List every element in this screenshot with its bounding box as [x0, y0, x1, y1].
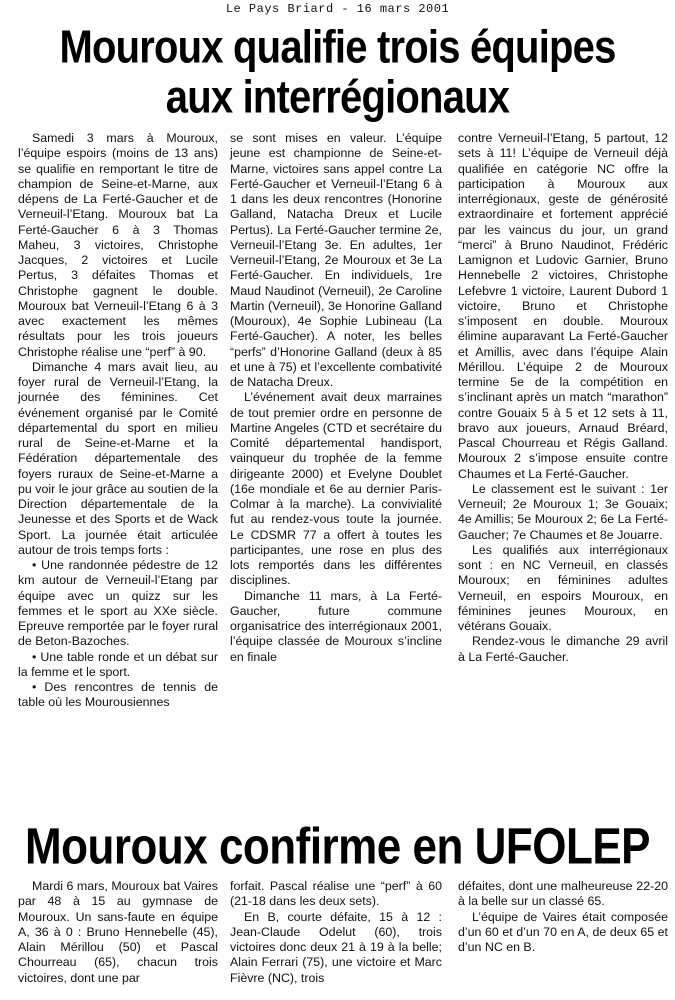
paragraph: Le classement est le suivant : 1er Verneuil; 2e Mouroux 1; 3e Gouaix; 4e Amillis; 5e Mouroux 2; 6e La Ferté-Gaucher; 7e Chaumes et 8e Jouarre.	[458, 481, 668, 542]
paragraph: En B, courte défaite, 15 à 12 : Jean-Claude Odelut (60), trois victoires donc deux 21 à 19 à la belle; Alain Ferrari (75), une victoire et Marc Fièvre (NC), trois	[230, 909, 442, 985]
article2-title: Mouroux confirme en UFOLEP	[24, 818, 651, 876]
paragraph: • Une randonnée pédestre de 12 km autour de Verneuil-l’Etang par équipe avec un quizz sur les femmes et le sport au XXe siècle. Epreuve remportée par le foyer rural de Beton-Bazoches.	[18, 558, 218, 649]
paragraph: L’équipe de Vaires était composée d’un 60 et d’un 70 en A, de deux 65 et d’un NC en B.	[458, 909, 668, 954]
paragraph: Dimanche 11 mars, à La Ferté-Gaucher, future commune organisatrice des interrégionaux 2001, l’équipe classée de Mouroux s’incline en finale	[230, 588, 442, 664]
paragraph: Samedi 3 mars à Mouroux, l’équipe espoirs (moins de 13 ans) se qualifie en remportant le titre de champion de Seine-et-Marne, aux dépens de La Ferté-Gaucher et de Verneuil-l’Etang. Mouroux bat La Ferté-Gaucher 6 à 3 Thomas Maheu, 3 victoires, Christophe Jacques, 2 victoires et Lucile Pertus, 3 défaites Thomas et Christophe gagnent le double. Mouroux bat Verneuil-l’Etang 6 à 3 avec exactement les mêmes résultats pour les trois joueurs Christophe réalise une “perf” à 90.	[18, 131, 218, 359]
newspaper-header: Le Pays Briard - 16 mars 2001	[225, 2, 450, 16]
paragraph: contre Verneuil-l’Etang, 5 partout, 12 sets à 11! L’équipe de Verneuil déjà qualifiée en catégorie NC offre la participation à Mouroux aux interrégionaux, geste de générosité extraordinaire et fortement apprécié par les vaincus du jour, un grand “merci” à Bruno Naudinot, Frédéric Lamignon et Ludovic Garnier, Bruno Hennebelle 2 victoires, Christophe Lefebvre 1 victoire, Laurent Dubord 1 victoire, Bruno et Christophe s’imposent en double. Mouroux élimine auparavant La Ferté-Gaucher et Amillis, avec dans l’équipe Alain Mérillou. L’équipe 2 de Mouroux termine 5e de la compétition en s’inclinant après un match “marathon” contre Gouaix 5 à 5 et 12 sets à 11, bravo aux joueurs, Arnaud Bréard, Pascal Chourreau et Régis Galland. Mouroux 2 s’impose ensuite contre Chaumes et La Ferté-Gaucher.	[458, 131, 668, 481]
article2-column-2	[230, 879, 442, 986]
paragraph: • Des rencontres de tennis de table où les Mourousiennes	[18, 680, 218, 710]
paragraph: Mardi 6 mars, Mouroux bat Vaires par 48 à 15 au gymnase de Mouroux. Un sans-faute en équipe A, 36 à 0 : Bruno Hennebelle (45), Alain Mérillou (50) et Pascal Chourreau (65), chacun trois victoires, dont une par	[18, 879, 218, 985]
paragraph: défaites, dont une malheureuse 22-20 à la belle sur un classé 65.	[458, 879, 668, 909]
paragraph: Les qualifiés aux interrégionaux sont : en NC Verneuil, en classés Mouroux; en féminines adultes Verneuil, en espoirs Mouroux, en féminines jeunes Mouroux, en vétérans Gouaix.	[458, 542, 668, 633]
paragraph: Rendez-vous le dimanche 29 avril à La Ferté-Gaucher.	[458, 634, 668, 664]
paragraph: se sont mises en valeur. L’équipe jeune est championne de Seine-et-Marne, victoires sans appel contre La Ferté-Gaucher et Verneuil-l’Etang 6 à 1 dans les deux rencontres (Honorine Galland, Natacha Dreux et Lucile Pertus). La Ferté-Gaucher termine 2e, Verneuil-l’Etang 3e. En adultes, 1er Verneuil-l’Etang, 2e Mouroux et 3e La Ferté-Gaucher. En individuels, 1re Maud Naudinot (Verneuil), 2e Caroline Martin (Verneuil), 3e Honorine Galland (Mouroux), 4e Sophie Lubineau (La Ferté-Gaucher). A noter, les belles “perfs” d’Honorine Galland (deux à 85 et une à 75) et l’excellente combativité de Natacha Dreux.	[230, 131, 442, 389]
paragraph: forfait. Pascal réalise une “perf” à 60 (21-18 dans les deux sets).	[230, 879, 442, 909]
article2-column-1	[18, 879, 218, 986]
paragraph: • Une table ronde et un débat sur la femme et le sport.	[18, 649, 218, 679]
article1-title-line1: Mouroux qualifie trois équipes	[59, 22, 616, 73]
article1-title-line2: aux interrégionaux	[165, 72, 510, 123]
paragraph: Dimanche 4 mars avait lieu, au foyer rural de Verneuil-l’Etang, la journée des féminines. Cet événement organisé par le Comité départemental du sport en milieu rural de Seine-et-Marne et la Fédération départementale des foyers ruraux de Seine-et-Marne a pu voir le jour grâce au soutien de la Direction départementale de la Jeunesse et des Sports et de Wack Sport. La journée était articulée autour de trois temps forts :	[18, 359, 218, 557]
article1-column-2	[230, 131, 442, 665]
paragraph: L’événement avait deux marraines de tout premier ordre en personne de Martine Angeles (CTD et secrétaire du Comité départemental handisport, vainqueur du trophée de la femme dirigeante 2000) et Evelyne Doublet (16e mondiale et 6e au dernier Paris-Colmar à la marche). La convivialité fut au rendez-vous toute la journée. Le CDSMR 77 a offert à toutes les participantes, une rose en plus des lots remportés dans les différentes disciplines.	[230, 390, 442, 588]
article2-column-3	[458, 879, 668, 955]
article1-column-3	[458, 131, 668, 665]
article1-column-1	[18, 131, 218, 711]
